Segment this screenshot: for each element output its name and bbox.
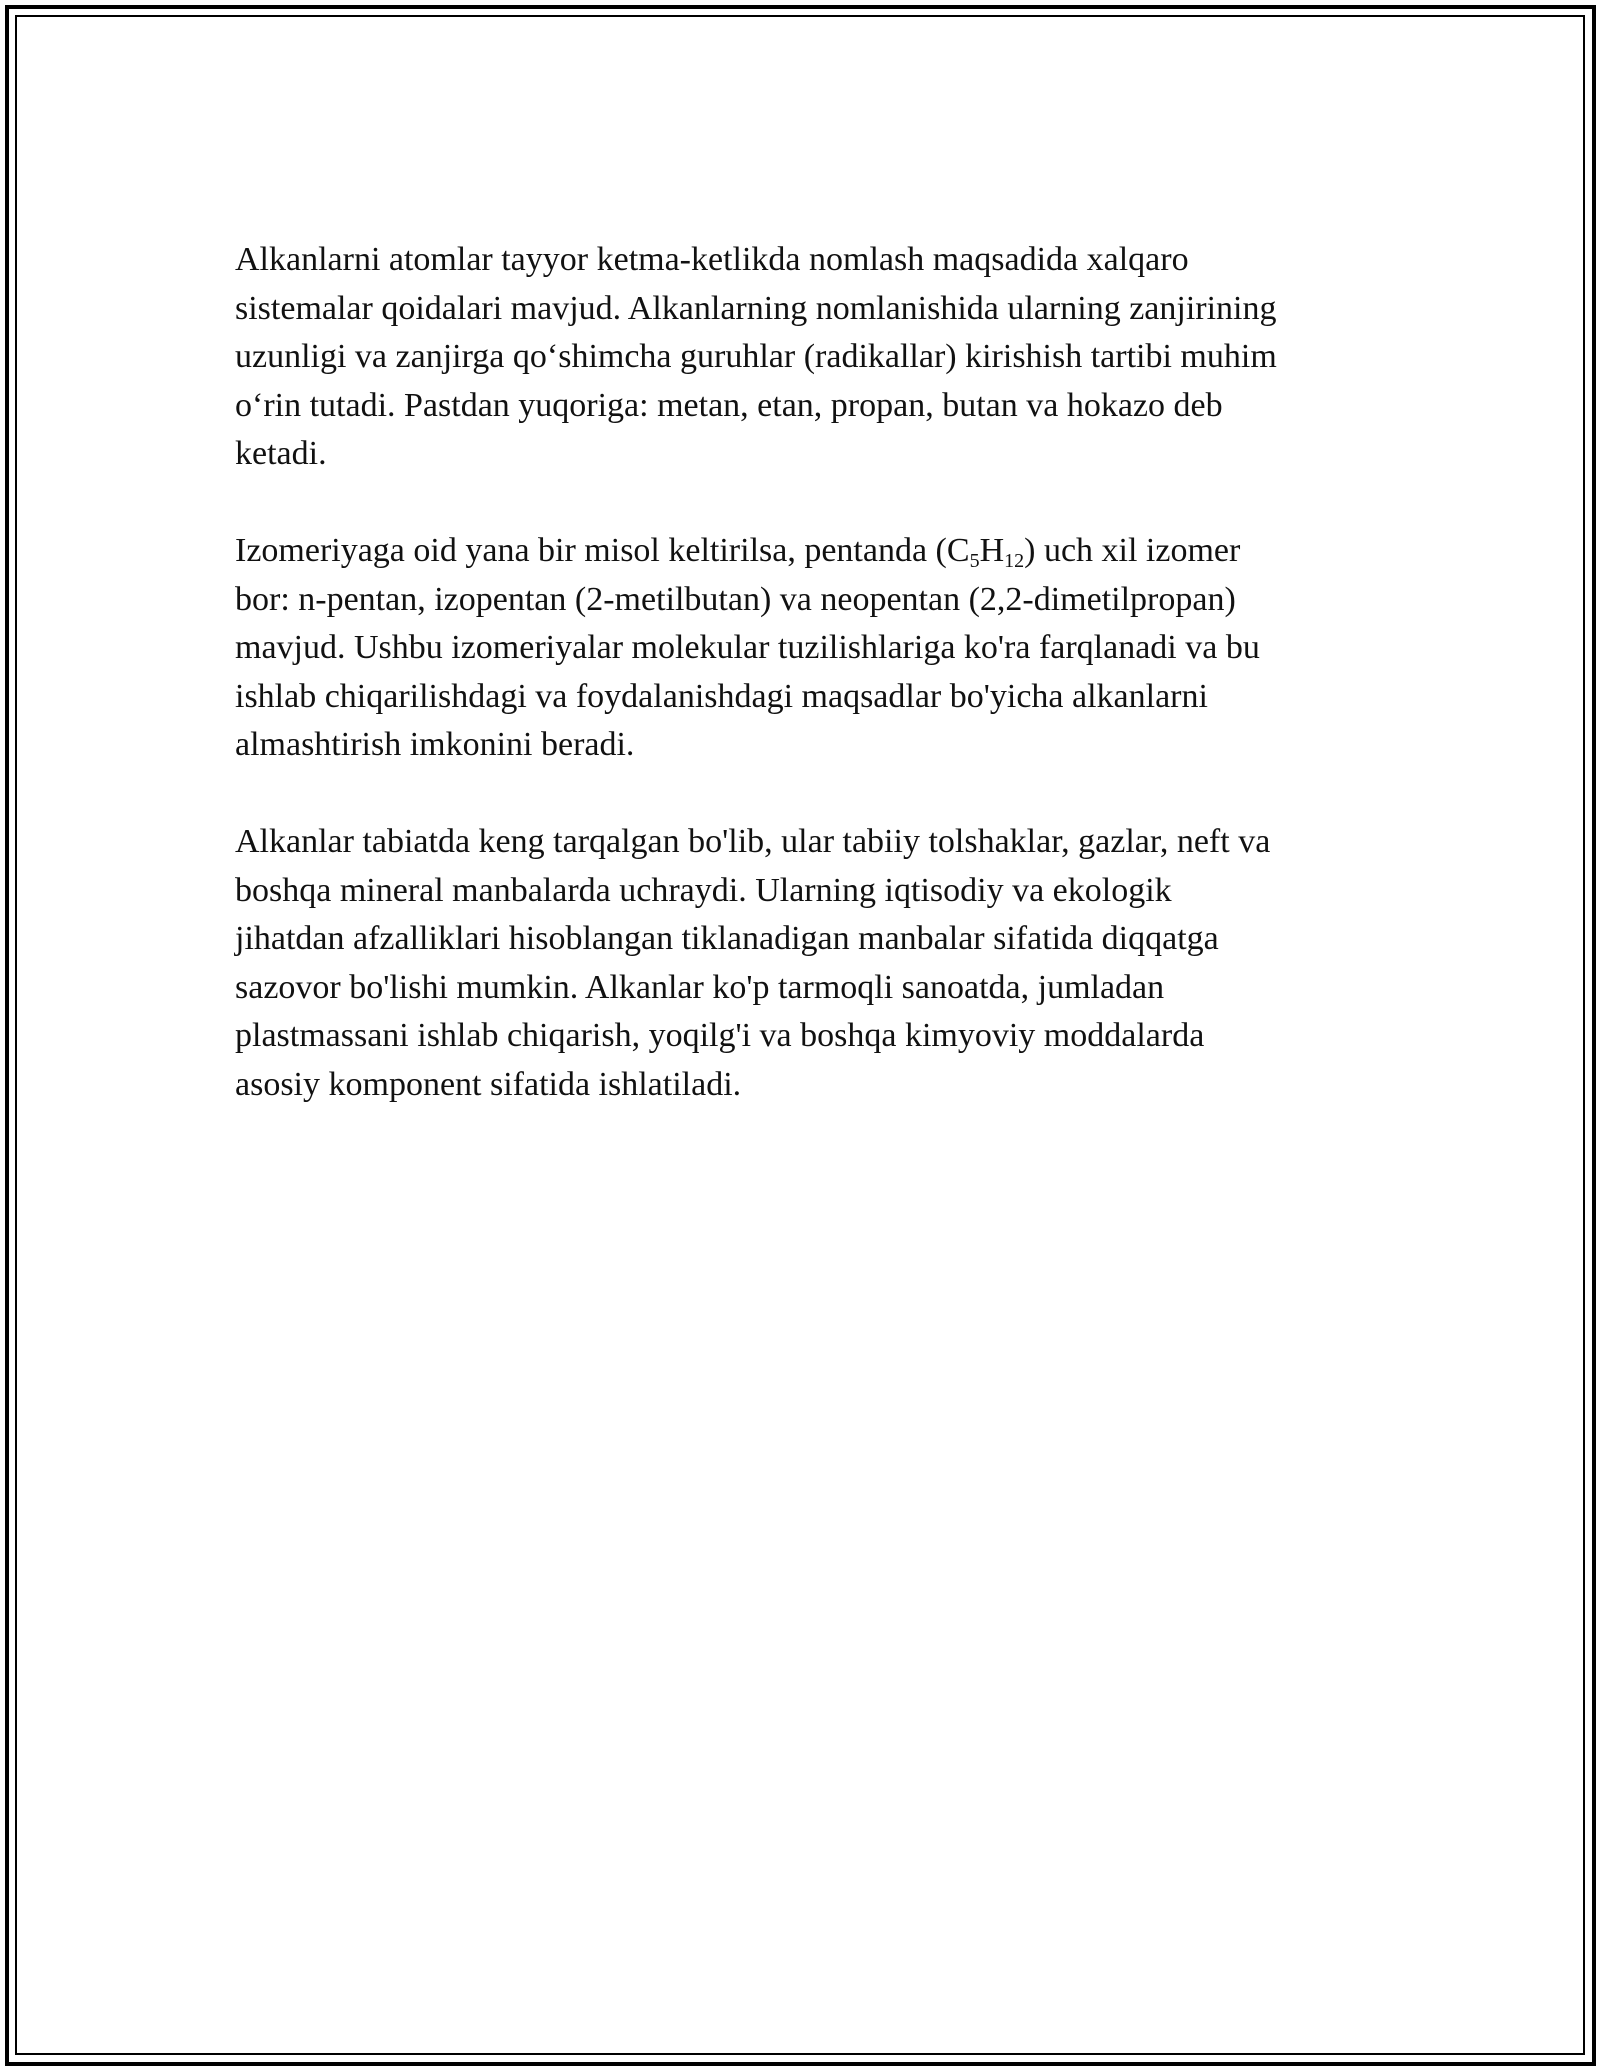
document-body: [235, 236, 1365, 1158]
text-fragment: H: [979, 532, 1005, 569]
text-line: Alkanlar tabiatda keng tarqalgan bo'lib, ular tabiiy tolshaklar, gazlar, neft va: [235, 823, 1271, 860]
formula-subscript: 12: [1004, 550, 1025, 572]
text-line: plastmassani ishlab chiqarish, yoqilg'i va boshqa kimyoviy moddalarda: [235, 1017, 1205, 1054]
formula-subscript: 5: [969, 550, 980, 572]
text-line: ketadi.: [235, 435, 327, 472]
text-line: uzunligi va zanjirga qo‘shimcha guruhlar (radikallar) kirishish tartibi muhim: [235, 338, 1277, 375]
text-line: Alkanlarni atomlar tayyor ketma-ketlikda nomlash maqsadida xalqaro: [235, 241, 1189, 278]
paragraph-2: [235, 527, 1365, 770]
text-fragment: ) uch xil izomer: [1024, 532, 1241, 569]
paragraph-3: [235, 818, 1365, 1109]
text-line: sistemalar qoidalari mavjud. Alkanlarning nomlanishida ularning zanjirining: [235, 289, 1277, 327]
text-line: boshqa mineral manbalarda uchraydi. Ularning iqtisodiy va ekologik: [235, 871, 1172, 909]
text-line-with-formula: [235, 527, 1365, 576]
text-line: ishlab chiqarilishdagi va foydalanishdagi maqsadlar bo'yicha alkanlarni: [235, 677, 1208, 715]
text-fragment: Izomeriyaga oid yana bir misol keltirilsa, pentanda (C: [235, 532, 970, 569]
text-line: almashtirish imkonini beradi.: [235, 726, 635, 763]
text-line: o‘rin tutadi. Pastdan yuqoriga: metan, etan, propan, butan va hokazo deb: [235, 386, 1223, 424]
text-line: sazovor bo'lishi mumkin. Alkanlar ko'p tarmoqli sanoatda, jumladan: [235, 968, 1165, 1006]
paragraph-1: [235, 236, 1365, 479]
text-line: mavjud. Ushbu izomeriyalar molekular tuzilishlariga ko'ra farqlanadi va bu: [235, 629, 1260, 666]
text-line: bor: n-pentan, izopentan (2-metilbutan) va neopentan (2,2-dimetilpropan): [235, 580, 1236, 618]
text-line: asosiy komponent sifatida ishlatiladi.: [235, 1065, 742, 1103]
text-line: jihatdan afzalliklari hisoblangan tiklanadigan manbalar sifatida diqqatga: [235, 920, 1219, 957]
